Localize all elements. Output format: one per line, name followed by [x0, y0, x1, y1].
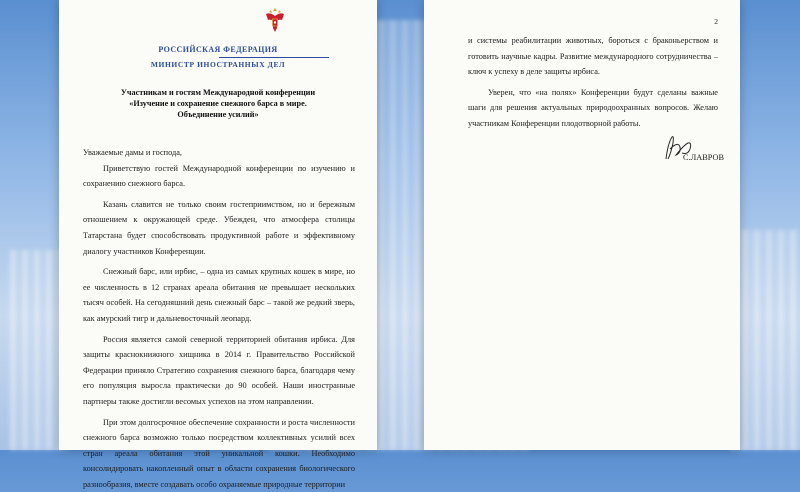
addressee-line: Участникам и гостям Международной конференции: [59, 87, 377, 98]
paragraph: Снежный барс, или ирбис, – одна из самых крупных кошек в мире, но ее численность в 12 странах ареала обитания не превышает нескольких тысяч особей. На сегодняшний день снежный барс – такой же редкий зверь, как амурский тигр и дальневосточный леопард.: [83, 264, 355, 326]
letter-body-page-2: [468, 33, 718, 132]
signer-name: С.ЛАВРОВ: [683, 153, 724, 162]
letter-body-page-1: [83, 145, 355, 492]
greeting: Уважаемые дамы и господа,: [83, 145, 355, 161]
addressee-line: «Изучение и сохранение снежного барса в мире.: [59, 98, 377, 109]
paragraph: При этом долгосрочное обеспечение сохранности и роста численности снежного барса возможно только посредством коллективных усилий всех стран ареала обитания этой уникальной кошки. Необходимо консолидировать накопленный опыт в области сохранения биологического разнообразия, вместе создавать особо охраняемые природные территории: [83, 415, 355, 492]
background-building-right: [730, 230, 800, 450]
paragraph: Россия является самой северной территорией обитания ирбиса. Для защиты краснокнижного хищника в 2014 г. Правительство Российской Федерации приняло Стратегию сохранения снежного барса, благодаря чему его популяция выросла практически до 90 особей. Наши иностранные партнеры также достигли весомых успехов на этом направлении.: [83, 332, 355, 410]
letterhead-divider: [219, 57, 329, 58]
addressee-line: Объединение усилий»: [59, 109, 377, 120]
letter-page-1: [59, 0, 377, 450]
addressee-block: [59, 87, 377, 120]
paragraph: Казань славится не только своим гостеприимством, но и бережным отношением к окружающей среде. Убежден, что атмосфера столицы Татарстана будет способствовать продуктивной работе и эффективному диалогу участников Конференции.: [83, 197, 355, 259]
letterhead-country: РОССИЙСКАЯ ФЕДЕРАЦИЯ: [59, 45, 377, 54]
letter-page-2: [424, 0, 740, 450]
paragraph: и системы реабилитации животных, бороться с браконьерством и готовить научные кадры. Развитие международного сотрудничества – ключ к успеху в деле защиты ирбиса.: [468, 33, 718, 80]
letterhead-ministry: МИНИСТР ИНОСТРАННЫХ ДЕЛ: [59, 60, 377, 69]
page-number: 2: [714, 17, 718, 26]
russian-coat-of-arms-icon: [264, 6, 286, 36]
paragraph: Уверен, что «на полях» Конференции будут сделаны важные шаги для решения актуальных природоохранных вопросов. Желаю участникам Конференции плодотворной работы.: [468, 85, 718, 132]
paragraph: Приветствую гостей Международной конференции по изучению и сохранению снежного барса.: [83, 161, 355, 192]
